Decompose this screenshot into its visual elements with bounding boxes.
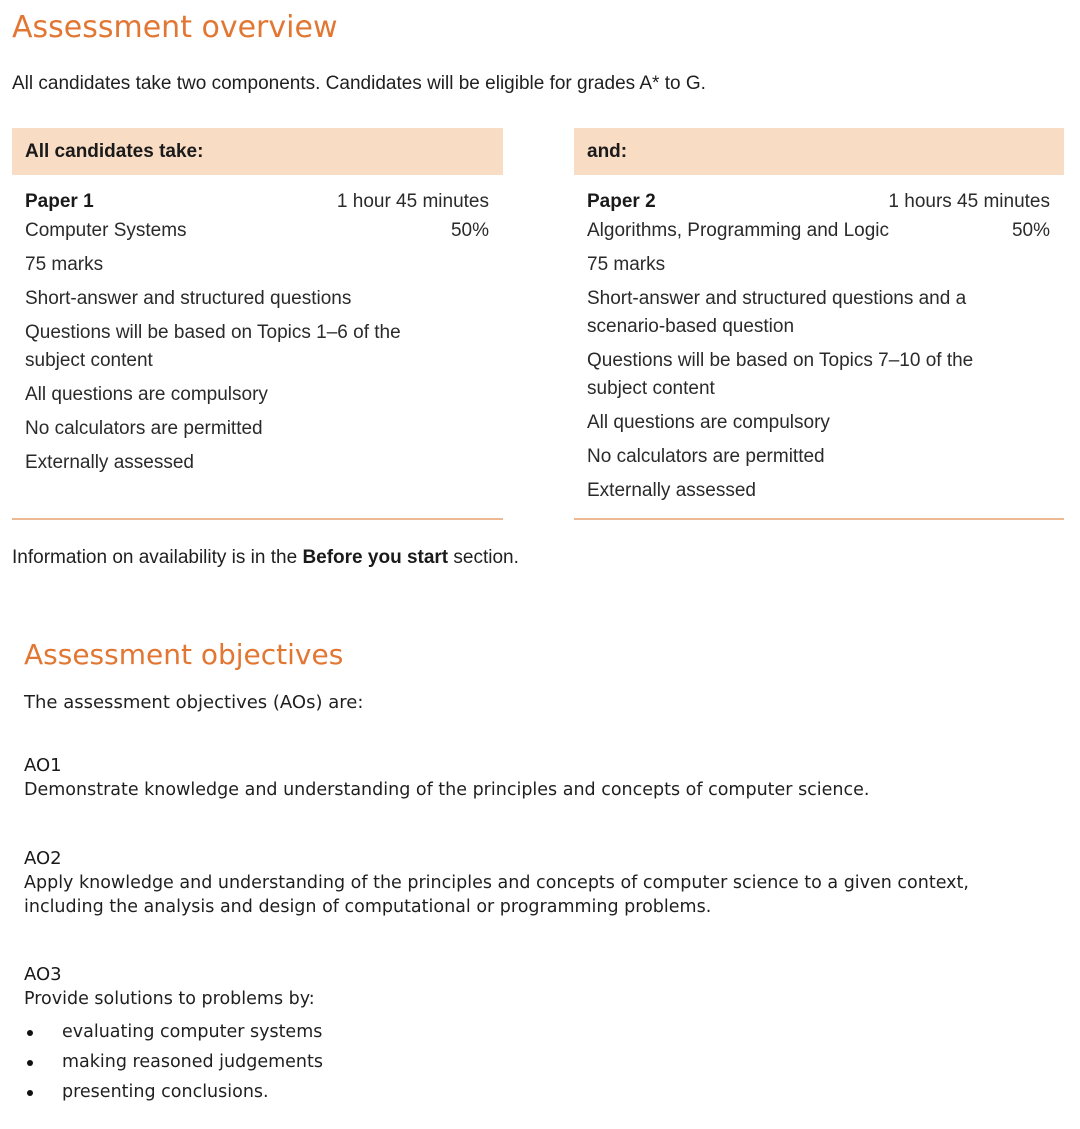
panel-header: All candidates take:	[12, 128, 503, 175]
overview-intro: All candidates take two components. Candidates will be eligible for grades A* to G.	[12, 73, 706, 94]
paper-weight: 50%	[1011, 220, 1050, 241]
availability-note	[12, 546, 519, 570]
list-item: No calculators are permitted	[587, 446, 825, 467]
ao-description: Demonstrate knowledge and understanding of the principles and concepts of computer science.	[24, 780, 870, 800]
ao1-block	[24, 754, 1054, 802]
paper-details-list	[25, 251, 489, 477]
panel-header: and:	[574, 128, 1064, 175]
list-item: All questions are compulsory	[587, 412, 830, 433]
panel-body	[574, 175, 1064, 505]
list-item: 75 marks	[25, 254, 104, 275]
paper-duration: 1 hours 45 minutes	[888, 191, 1050, 212]
list-item: presenting conclusions.	[24, 1077, 1054, 1107]
ao2-block	[24, 847, 1054, 919]
paper-weight: 50%	[450, 220, 489, 241]
list-item: evaluating computer systems	[24, 1017, 1054, 1047]
list-item: No calculators are permitted	[25, 418, 263, 439]
ao-description: Provide solutions to problems by:	[24, 989, 315, 1009]
paper-details-list	[587, 251, 1050, 505]
availability-text-before: Information on availability is in the	[12, 547, 303, 568]
paper-1-panel	[12, 128, 503, 520]
list-item: 75 marks	[587, 254, 666, 275]
list-item: Externally assessed	[25, 452, 194, 473]
ao3-block	[24, 963, 1054, 1107]
list-item: Questions will be based on Topics 1–6 of the subject content	[25, 322, 401, 371]
paper-title-row	[25, 187, 489, 216]
paper-2-panel	[574, 128, 1064, 520]
before-you-start-reference: Before you start	[302, 547, 449, 568]
paper-name: Paper 2	[587, 191, 656, 212]
paper-duration: 1 hour 45 minutes	[336, 191, 489, 212]
ao-label: AO3	[24, 964, 62, 985]
assessment-overview-title: Assessment overview	[12, 10, 338, 45]
list-item: Short-answer and structured questions	[25, 288, 352, 309]
ao-label: AO2	[24, 848, 62, 869]
panel-divider	[12, 518, 503, 520]
paper-subject: Computer Systems	[25, 220, 187, 241]
paper-title-row	[587, 187, 1050, 216]
panel-divider	[574, 518, 1064, 520]
paper-subject: Algorithms, Programming and Logic	[587, 220, 890, 241]
paper-subject-row	[25, 216, 489, 245]
ao-description: Apply knowledge and understanding of the principles and concepts of computer science to a given context, including the analysis and design of computational or programming problems.	[24, 873, 969, 917]
panel-body	[12, 175, 503, 477]
list-item: Externally assessed	[587, 480, 756, 501]
ao-label: AO1	[24, 755, 62, 776]
availability-text-after: section.	[448, 547, 519, 568]
assessment-objectives-title: Assessment objectives	[24, 638, 344, 671]
objectives-intro: The assessment objectives (AOs) are:	[24, 692, 364, 713]
list-item: making reasoned judgements	[24, 1047, 1054, 1077]
list-item: Short-answer and structured questions and a scenario-based question	[587, 288, 967, 337]
list-item: All questions are compulsory	[25, 384, 268, 405]
list-item: Questions will be based on Topics 7–10 of the subject content	[587, 350, 974, 399]
paper-subject-row	[587, 216, 1050, 245]
paper-name: Paper 1	[25, 191, 94, 212]
ao3-bullet-list	[24, 1017, 1054, 1107]
